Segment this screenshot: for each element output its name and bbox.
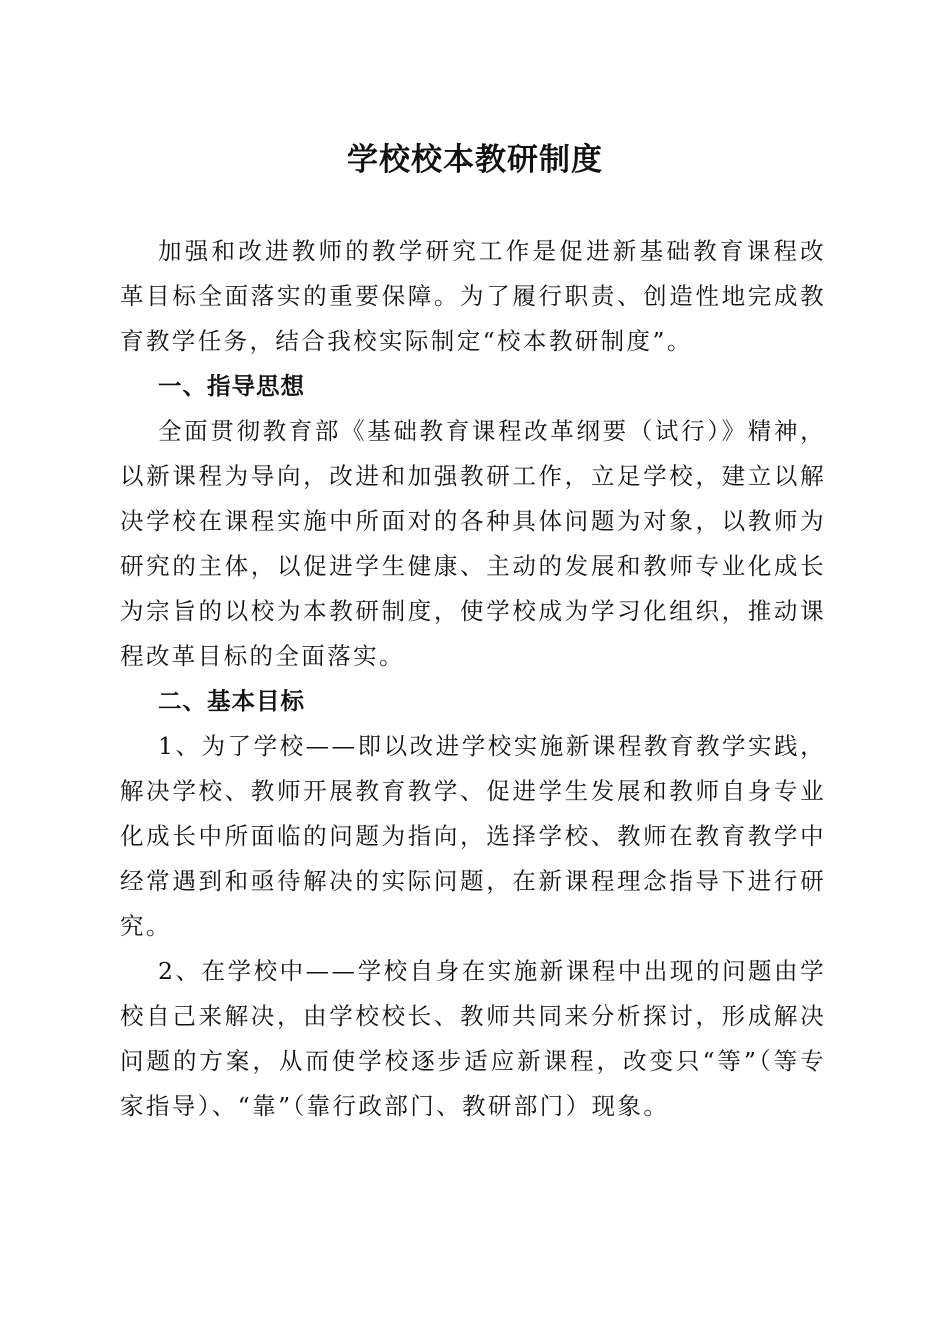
intro-paragraph: 加强和改进教师的教学研究工作是促进新基础教育课程改革目标全面落实的重要保障。为了履行职责、创造性地完成教育教学任务，结合我校实际制定“校本教研制度”。 <box>120 237 826 355</box>
goal-1-paragraph: 1、为了学校——即以改进学校实施新课程教育教学实践，解决学校、教师开展教育教学、促进学生发展和教师自身专业化成长中所面临的问题为指向，选择学校、教师在教育教学中经常遇到和亟待解决的实际问题，在新课程理念指导下进行研究。 <box>120 732 826 940</box>
guiding-ideology-paragraph: 全面贯彻教育部《基础教育课程改革纲要（试行）》精神，以新课程为导向，改进和加强教研工作，立足学校，建立以解决学校在课程实施中所面对的各种具体问题为对象，以教师为研究的主体，以促进学生健康、主动的发展和教师专业化成长为宗旨的以校为本教研制度，使学校成为学习化组织，推动课程改革目标的全面落实。 <box>120 417 826 670</box>
document-body <box>120 229 826 1129</box>
goal-2-paragraph: 2、在学校中——学校自身在实施新课程中出现的问题由学校自己来解决，由学校校长、教师共同来分析探讨，形成解决问题的方案，从而使学校逐步适应新课程，改变只“等”（等专家指导）、“靠”（靠行政部门、教研部门）现象。 <box>120 957 826 1120</box>
document-title: 学校校本教研制度 <box>347 142 603 178</box>
section-heading-guiding-ideology: 一、指导思想 <box>158 372 305 400</box>
section-heading-basic-goals: 二、基本目标 <box>158 687 305 715</box>
